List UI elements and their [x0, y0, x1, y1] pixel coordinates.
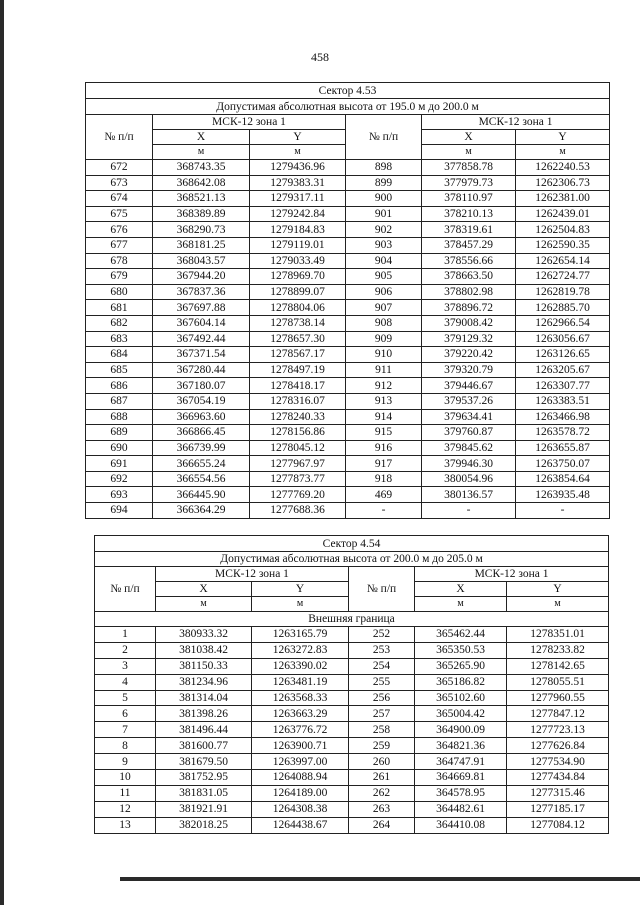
y-coordinate: - [516, 503, 610, 519]
point-number: 264 [349, 817, 415, 833]
point-number: 686 [86, 378, 153, 394]
point-number: 255 [349, 674, 415, 690]
y-coordinate: 1278497.19 [250, 362, 346, 378]
y-coordinate: 1263390.02 [252, 658, 349, 674]
table-row [86, 393, 610, 409]
table-row [86, 191, 610, 207]
point-number: 918 [346, 471, 422, 487]
point-number: 253 [349, 642, 415, 658]
y-coordinate: 1279317.11 [250, 191, 346, 207]
scan-bottom-edge [120, 877, 640, 881]
table-row [95, 770, 609, 786]
y-coordinate: 1263307.77 [516, 378, 610, 394]
point-number: 678 [86, 253, 153, 269]
x-coordinate: 379537.26 [422, 393, 516, 409]
point-number: 913 [346, 393, 422, 409]
x-coordinate: 381752.95 [156, 770, 252, 786]
x-coordinate: 366445.90 [153, 487, 250, 503]
sector-title-row [95, 536, 609, 552]
point-number: 912 [346, 378, 422, 394]
point-number: 5 [95, 690, 156, 706]
sector-4-53-table [85, 82, 610, 519]
y-coordinate: 1263935.48 [516, 487, 610, 503]
x-coordinate: 367054.19 [153, 393, 250, 409]
y-coordinate: 1278969.70 [250, 269, 346, 285]
y-coordinate: 1263466.98 [516, 409, 610, 425]
x-coordinate: 380054.96 [422, 471, 516, 487]
y-coordinate: 1278240.33 [250, 409, 346, 425]
y-coordinate: 1277185.17 [507, 801, 609, 817]
zone-header: МСК-12 зона 1 [156, 567, 349, 582]
y-coordinate: 1277434.84 [507, 770, 609, 786]
y-coordinate: 1277967.97 [250, 456, 346, 472]
point-number: 12 [95, 801, 156, 817]
point-number: 900 [346, 191, 422, 207]
y-coordinate: 1263165.79 [252, 627, 349, 643]
y-coordinate: 1279436.96 [250, 160, 346, 176]
y-coordinate: 1277769.20 [250, 487, 346, 503]
table-row [86, 315, 610, 331]
table-row [95, 738, 609, 754]
x-coordinate: 378457.29 [422, 237, 516, 253]
y-coordinate: 1279184.83 [250, 222, 346, 238]
boundary-label: Внешняя граница [95, 612, 609, 627]
y-coordinate: 1278233.82 [507, 642, 609, 658]
table-row [86, 425, 610, 441]
sector-4-54-table [94, 535, 609, 834]
y-coordinate: 1279119.01 [250, 237, 346, 253]
point-number: 8 [95, 738, 156, 754]
x-coordinate: 365350.53 [415, 642, 507, 658]
y-coordinate: 1277873.77 [250, 471, 346, 487]
x-coordinate: 364821.36 [415, 738, 507, 754]
sector-title-row [86, 83, 610, 99]
x-coordinate: 379946.30 [422, 456, 516, 472]
col-no-header: № п/п [86, 115, 153, 160]
x-coordinate: 381398.26 [156, 706, 252, 722]
point-number: 672 [86, 160, 153, 176]
point-number: 899 [346, 175, 422, 191]
point-number: 904 [346, 253, 422, 269]
x-coordinate: 379129.32 [422, 331, 516, 347]
x-coordinate: 378110.97 [422, 191, 516, 207]
x-coordinate: 378663.50 [422, 269, 516, 285]
x-coordinate: 366963.60 [153, 409, 250, 425]
point-number: 685 [86, 362, 153, 378]
unit-cell: м [422, 145, 516, 160]
x-coordinate: 367492.44 [153, 331, 250, 347]
unit-cell: м [252, 597, 349, 612]
col-no-header: № п/п [346, 115, 422, 160]
x-coordinate: 381150.33 [156, 658, 252, 674]
y-coordinate: 1263205.67 [516, 362, 610, 378]
point-number: 915 [346, 425, 422, 441]
sector-title: Сектор 4.54 [95, 536, 609, 552]
point-number: 2 [95, 642, 156, 658]
sector-4-54-rows [95, 627, 609, 834]
table-row [86, 206, 610, 222]
unit-cell: м [156, 597, 252, 612]
sector-4-53-rows [86, 160, 610, 519]
y-coordinate: 1279033.49 [250, 253, 346, 269]
x-coordinate: 377858.78 [422, 160, 516, 176]
x-coordinate: 379634.41 [422, 409, 516, 425]
scan-left-edge [0, 0, 4, 905]
x-coordinate: 364482.61 [415, 801, 507, 817]
y-coordinate: 1263750.07 [516, 456, 610, 472]
point-number: 676 [86, 222, 153, 238]
x-coordinate: 366554.56 [153, 471, 250, 487]
x-coordinate: 366866.45 [153, 425, 250, 441]
x-coordinate: 368521.13 [153, 191, 250, 207]
table-row [86, 456, 610, 472]
table-row [95, 801, 609, 817]
y-coordinate: 1264189.00 [252, 785, 349, 801]
y-coordinate: 1278657.30 [250, 331, 346, 347]
y-coordinate: 1262590.35 [516, 237, 610, 253]
y-coordinate: 1263997.00 [252, 754, 349, 770]
table-row [95, 722, 609, 738]
y-coordinate: 1278142.65 [507, 658, 609, 674]
x-coordinate: 378802.98 [422, 284, 516, 300]
x-coordinate: - [422, 503, 516, 519]
table-row [86, 284, 610, 300]
y-coordinate: 1263126.65 [516, 347, 610, 363]
table-row [86, 471, 610, 487]
point-number: 902 [346, 222, 422, 238]
point-number: 263 [349, 801, 415, 817]
y-coordinate: 1277534.90 [507, 754, 609, 770]
y-coordinate: 1263655.87 [516, 440, 610, 456]
table-row [86, 175, 610, 191]
col-no-header: № п/п [349, 567, 415, 612]
table-row [86, 440, 610, 456]
point-number: 13 [95, 817, 156, 833]
table-row [95, 658, 609, 674]
x-coordinate: 380136.57 [422, 487, 516, 503]
point-number: 905 [346, 269, 422, 285]
point-number: 252 [349, 627, 415, 643]
unit-cell: м [415, 597, 507, 612]
x-coordinate: 367280.44 [153, 362, 250, 378]
point-number: 679 [86, 269, 153, 285]
y-coordinate: 1263854.64 [516, 471, 610, 487]
x-coordinate: 381038.42 [156, 642, 252, 658]
point-number: 3 [95, 658, 156, 674]
y-coordinate: 1263578.72 [516, 425, 610, 441]
col-y-header: Y [250, 130, 346, 145]
point-number: 680 [86, 284, 153, 300]
point-number: 901 [346, 206, 422, 222]
y-coordinate: 1262724.77 [516, 269, 610, 285]
point-number: 910 [346, 347, 422, 363]
point-number: 262 [349, 785, 415, 801]
x-coordinate: 365462.44 [415, 627, 507, 643]
x-coordinate: 381314.04 [156, 690, 252, 706]
table-row [86, 347, 610, 363]
table-row [86, 160, 610, 176]
point-number: 7 [95, 722, 156, 738]
y-coordinate: 1264308.38 [252, 801, 349, 817]
point-number: 675 [86, 206, 153, 222]
point-number: 258 [349, 722, 415, 738]
point-number: 677 [86, 237, 153, 253]
point-number: 917 [346, 456, 422, 472]
y-coordinate: 1278156.86 [250, 425, 346, 441]
y-coordinate: 1278316.07 [250, 393, 346, 409]
col-x-header: X [422, 130, 516, 145]
table-row [95, 754, 609, 770]
y-coordinate: 1263383.51 [516, 393, 610, 409]
x-coordinate: 381679.50 [156, 754, 252, 770]
y-coordinate: 1279242.84 [250, 206, 346, 222]
y-coordinate: 1263900.71 [252, 738, 349, 754]
table-row [95, 785, 609, 801]
y-coordinate: 1278045.12 [250, 440, 346, 456]
col-y-header: Y [252, 582, 349, 597]
x-coordinate: 366364.29 [153, 503, 250, 519]
point-number: 908 [346, 315, 422, 331]
x-coordinate: 379845.62 [422, 440, 516, 456]
table-row [95, 690, 609, 706]
x-coordinate: 381600.77 [156, 738, 252, 754]
point-number: 906 [346, 284, 422, 300]
table-row [95, 627, 609, 643]
x-coordinate: 379320.79 [422, 362, 516, 378]
point-number: 256 [349, 690, 415, 706]
x-coordinate: 381496.44 [156, 722, 252, 738]
x-coordinate: 380933.32 [156, 627, 252, 643]
table-row [86, 362, 610, 378]
x-coordinate: 381921.91 [156, 801, 252, 817]
point-number: 690 [86, 440, 153, 456]
page-number: 458 [311, 50, 329, 64]
table-row [95, 706, 609, 722]
y-coordinate: 1264088.94 [252, 770, 349, 786]
table-row [86, 269, 610, 285]
x-coordinate: 379760.87 [422, 425, 516, 441]
x-coordinate: 378210.13 [422, 206, 516, 222]
height-range-row [86, 99, 610, 115]
y-coordinate: 1263481.19 [252, 674, 349, 690]
point-number: 257 [349, 706, 415, 722]
y-coordinate: 1277960.55 [507, 690, 609, 706]
y-coordinate: 1263056.67 [516, 331, 610, 347]
point-number: 261 [349, 770, 415, 786]
y-coordinate: 1278418.17 [250, 378, 346, 394]
y-coordinate: 1263663.29 [252, 706, 349, 722]
y-coordinate: 1277847.12 [507, 706, 609, 722]
point-number: 681 [86, 300, 153, 316]
point-number: 687 [86, 393, 153, 409]
zone-header: МСК-12 зона 1 [422, 115, 610, 130]
y-coordinate: 1264438.67 [252, 817, 349, 833]
height-range: Допустимая абсолютная высота от 195.0 м до 200.0 м [86, 99, 610, 115]
point-number: 4 [95, 674, 156, 690]
zone-header: МСК-12 зона 1 [415, 567, 609, 582]
table-row [86, 331, 610, 347]
x-coordinate: 381831.05 [156, 785, 252, 801]
y-coordinate: 1262819.78 [516, 284, 610, 300]
table-row [86, 378, 610, 394]
point-number: 689 [86, 425, 153, 441]
y-coordinate: 1262654.14 [516, 253, 610, 269]
x-coordinate: 364410.08 [415, 817, 507, 833]
x-coordinate: 368043.57 [153, 253, 250, 269]
x-coordinate: 382018.25 [156, 817, 252, 833]
height-range: Допустимая абсолютная высота от 200.0 м до 205.0 м [95, 552, 609, 567]
point-number: 683 [86, 331, 153, 347]
x-coordinate: 379008.42 [422, 315, 516, 331]
y-coordinate: 1278804.06 [250, 300, 346, 316]
x-coordinate: 364669.81 [415, 770, 507, 786]
zone-header: МСК-12 зона 1 [153, 115, 346, 130]
point-number: 914 [346, 409, 422, 425]
y-coordinate: 1262885.70 [516, 300, 610, 316]
y-coordinate: 1277315.46 [507, 785, 609, 801]
point-number: 259 [349, 738, 415, 754]
col-y-header: Y [507, 582, 609, 597]
x-coordinate: 378896.72 [422, 300, 516, 316]
y-coordinate: 1263776.72 [252, 722, 349, 738]
point-number: 684 [86, 347, 153, 363]
point-number: 907 [346, 300, 422, 316]
x-coordinate: 368743.35 [153, 160, 250, 176]
y-coordinate: 1278351.01 [507, 627, 609, 643]
x-coordinate: 368389.89 [153, 206, 250, 222]
x-coordinate: 365102.60 [415, 690, 507, 706]
x-coordinate: 377979.73 [422, 175, 516, 191]
point-number: 909 [346, 331, 422, 347]
y-coordinate: 1278055.51 [507, 674, 609, 690]
x-coordinate: 364747.91 [415, 754, 507, 770]
table-row [86, 222, 610, 238]
col-x-header: X [156, 582, 252, 597]
point-number: 694 [86, 503, 153, 519]
point-number: 916 [346, 440, 422, 456]
point-number: 254 [349, 658, 415, 674]
point-number: 674 [86, 191, 153, 207]
point-number: 692 [86, 471, 153, 487]
point-number: 911 [346, 362, 422, 378]
x-coordinate: 365004.42 [415, 706, 507, 722]
x-coordinate: 368181.25 [153, 237, 250, 253]
y-coordinate: 1262240.53 [516, 160, 610, 176]
y-coordinate: 1278738.14 [250, 315, 346, 331]
y-coordinate: 1262504.83 [516, 222, 610, 238]
x-coordinate: 367837.36 [153, 284, 250, 300]
height-range-row [95, 552, 609, 567]
x-coordinate: 365186.82 [415, 674, 507, 690]
point-number: 673 [86, 175, 153, 191]
point-number: 688 [86, 409, 153, 425]
point-number: 682 [86, 315, 153, 331]
y-coordinate: 1277084.12 [507, 817, 609, 833]
point-number: 691 [86, 456, 153, 472]
y-coordinate: 1263272.83 [252, 642, 349, 658]
table-row [86, 300, 610, 316]
table-row [86, 503, 610, 519]
point-number: 9 [95, 754, 156, 770]
col-y-header: Y [516, 130, 610, 145]
x-coordinate: 367944.20 [153, 269, 250, 285]
point-number: 903 [346, 237, 422, 253]
table-row [95, 674, 609, 690]
x-coordinate: 365265.90 [415, 658, 507, 674]
y-coordinate: 1278567.17 [250, 347, 346, 363]
table-row [86, 253, 610, 269]
x-coordinate: 364900.09 [415, 722, 507, 738]
x-coordinate: 367604.14 [153, 315, 250, 331]
x-coordinate: 366739.99 [153, 440, 250, 456]
sector-title: Сектор 4.53 [86, 83, 610, 99]
y-coordinate: 1277723.13 [507, 722, 609, 738]
x-coordinate: 378319.61 [422, 222, 516, 238]
unit-cell: м [507, 597, 609, 612]
y-coordinate: 1278899.07 [250, 284, 346, 300]
point-number: 898 [346, 160, 422, 176]
col-x-header: X [415, 582, 507, 597]
y-coordinate: 1277688.36 [250, 503, 346, 519]
zone-header-row [95, 567, 609, 582]
x-coordinate: 366655.24 [153, 456, 250, 472]
x-coordinate: 368642.08 [153, 175, 250, 191]
point-number: 1 [95, 627, 156, 643]
table-row [86, 237, 610, 253]
y-coordinate: 1262966.54 [516, 315, 610, 331]
table-row [95, 817, 609, 833]
x-coordinate: 367180.07 [153, 378, 250, 394]
point-number: 11 [95, 785, 156, 801]
point-number: 6 [95, 706, 156, 722]
y-coordinate: 1277626.84 [507, 738, 609, 754]
x-coordinate: 367697.88 [153, 300, 250, 316]
x-coordinate: 368290.73 [153, 222, 250, 238]
y-coordinate: 1262306.73 [516, 175, 610, 191]
y-coordinate: 1262381.00 [516, 191, 610, 207]
x-coordinate: 381234.96 [156, 674, 252, 690]
y-coordinate: 1263568.33 [252, 690, 349, 706]
x-coordinate: 364578.95 [415, 785, 507, 801]
y-coordinate: 1279383.31 [250, 175, 346, 191]
point-number: - [346, 503, 422, 519]
x-coordinate: 378556.66 [422, 253, 516, 269]
table-row [95, 642, 609, 658]
unit-cell: м [153, 145, 250, 160]
boundary-row [95, 612, 609, 627]
table-row [86, 487, 610, 503]
zone-header-row [86, 115, 610, 130]
unit-cell: м [250, 145, 346, 160]
table-row [86, 409, 610, 425]
x-coordinate: 367371.54 [153, 347, 250, 363]
col-no-header: № п/п [95, 567, 156, 612]
unit-cell: м [516, 145, 610, 160]
y-coordinate: 1262439.01 [516, 206, 610, 222]
point-number: 260 [349, 754, 415, 770]
x-coordinate: 379220.42 [422, 347, 516, 363]
x-coordinate: 379446.67 [422, 378, 516, 394]
point-number: 10 [95, 770, 156, 786]
point-number: 469 [346, 487, 422, 503]
point-number: 693 [86, 487, 153, 503]
col-x-header: X [153, 130, 250, 145]
